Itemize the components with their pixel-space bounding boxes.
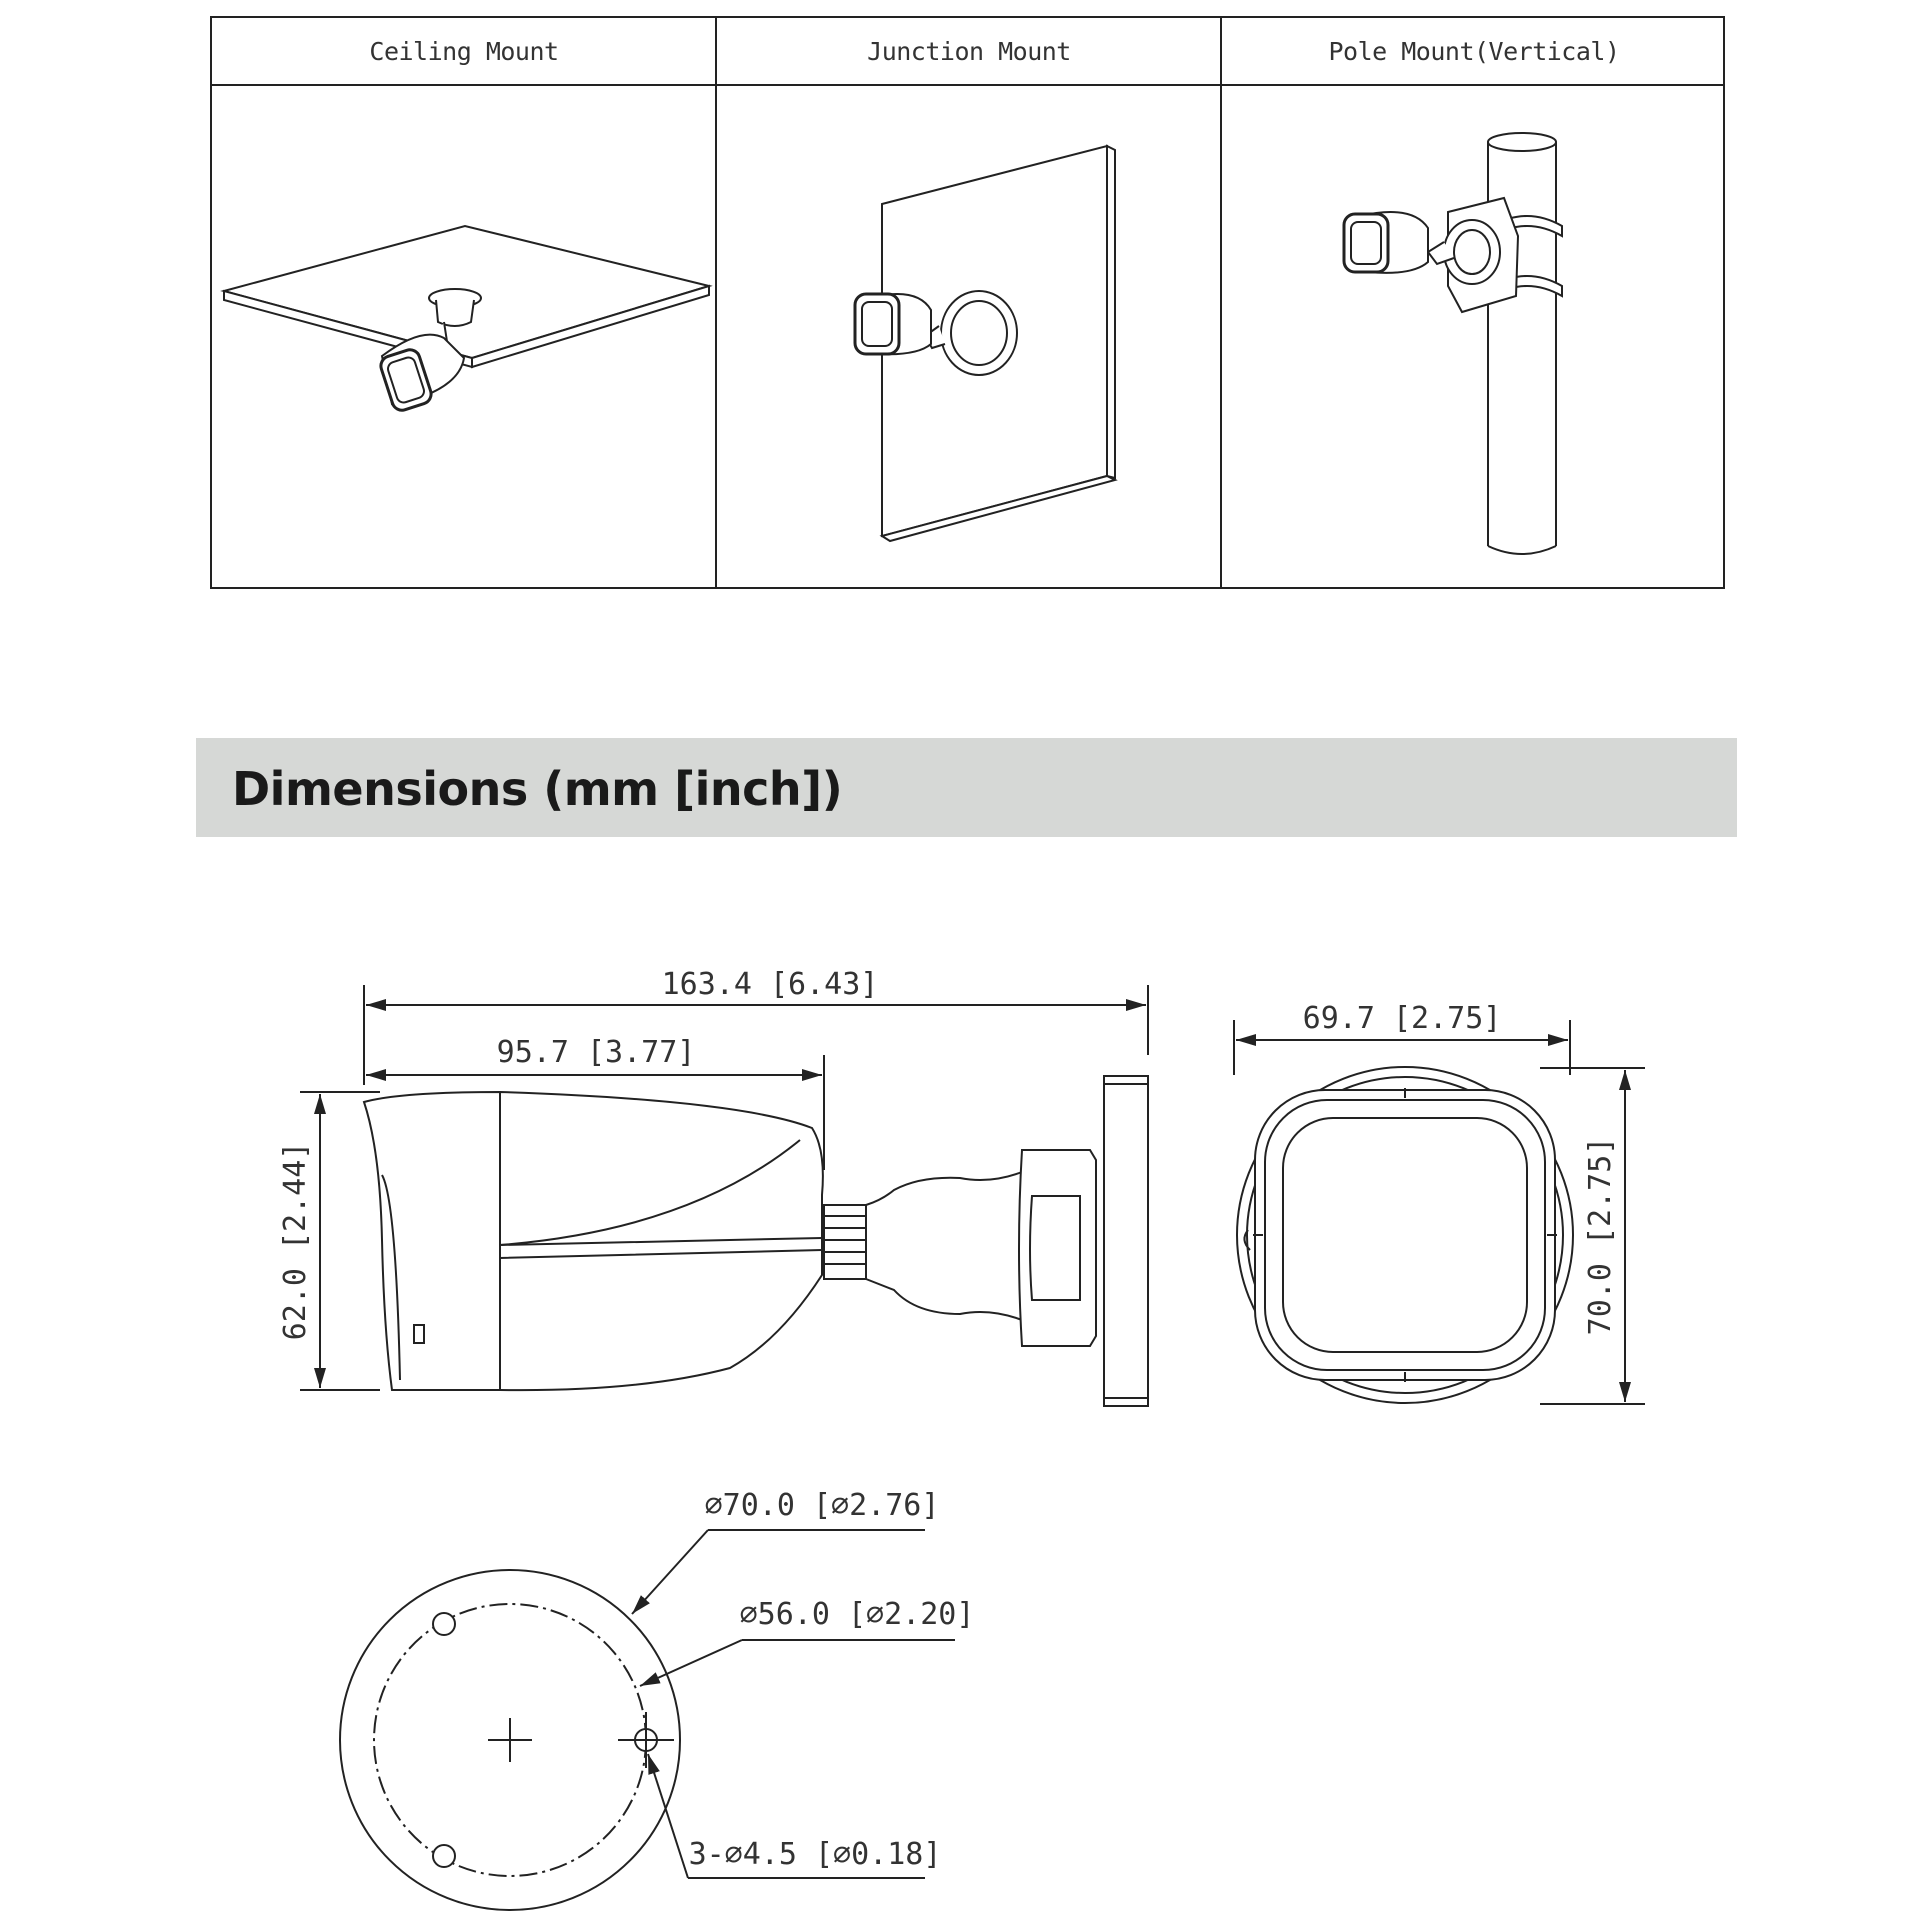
- section-title: Dimensions (mm [inch]): [232, 762, 843, 816]
- front-height-label: 70.0 [2.75]: [1583, 1136, 1618, 1336]
- base-diameter-label: ⌀70.0 [⌀2.76]: [704, 1488, 940, 1523]
- front-width-label: 69.7 [2.75]: [1302, 1001, 1502, 1036]
- mount-holes-label: 3-⌀4.5 [⌀0.18]: [688, 1837, 942, 1872]
- overall-length-label: 163.4 [6.43]: [661, 967, 879, 1002]
- pole-mount-label: Pole Mount(Vertical): [1328, 36, 1620, 66]
- side-view: [300, 985, 1148, 1406]
- side-height-label: 62.0 [2.44]: [278, 1141, 313, 1341]
- ceiling-mount-label: Ceiling Mount: [369, 36, 559, 66]
- junction-mount-label: Junction Mount: [867, 36, 1071, 66]
- hole-circle-diameter-label: ⌀56.0 [⌀2.20]: [739, 1597, 975, 1632]
- body-length-label: 95.7 [3.77]: [496, 1035, 696, 1070]
